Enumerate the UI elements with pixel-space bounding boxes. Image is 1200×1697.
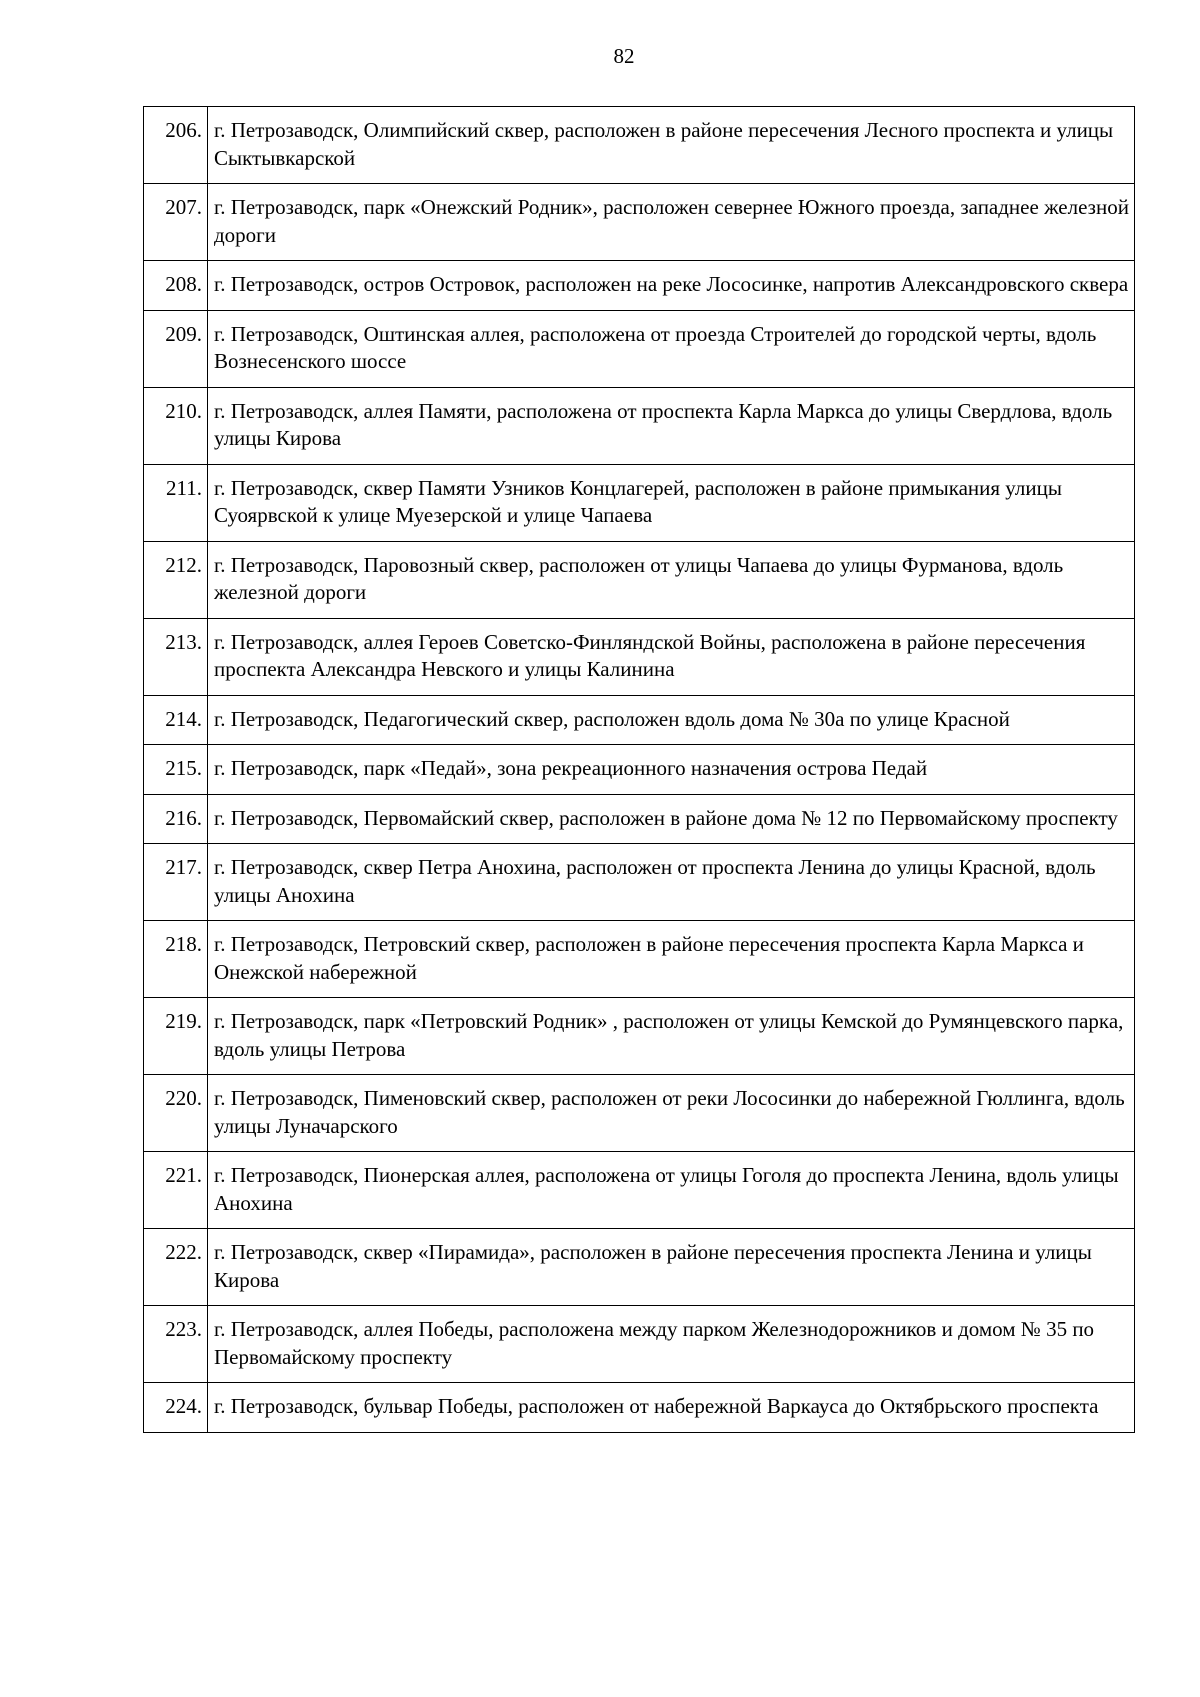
table-row	[144, 387, 1135, 464]
row-number: 222.	[144, 1229, 208, 1306]
table-row	[144, 844, 1135, 921]
table-row	[144, 107, 1135, 184]
table-row	[144, 1075, 1135, 1152]
table-row	[144, 1152, 1135, 1229]
row-number: 209.	[144, 310, 208, 387]
table-body	[144, 107, 1135, 1433]
table-row	[144, 1229, 1135, 1306]
row-number: 207.	[144, 184, 208, 261]
table-row	[144, 1383, 1135, 1433]
table-row	[144, 184, 1135, 261]
row-description: г. Петрозаводск, Педагогический сквер, расположен вдоль дома № 30а по улице Красной	[208, 695, 1135, 745]
row-number: 216.	[144, 794, 208, 844]
row-number: 220.	[144, 1075, 208, 1152]
table-row	[144, 310, 1135, 387]
row-description: г. Петрозаводск, Пименовский сквер, расположен от реки Лососинки до набережной Гюллинга, вдоль улицы Луначарского	[208, 1075, 1135, 1152]
row-description: г. Петрозаводск, Петровский сквер, расположен в районе пересечения проспекта Карла Маркса и Онежской набережной	[208, 921, 1135, 998]
row-number: 211.	[144, 464, 208, 541]
row-description: г. Петрозаводск, аллея Памяти, расположена от проспекта Карла Маркса до улицы Свердлова, вдоль улицы Кирова	[208, 387, 1135, 464]
row-description: г. Петрозаводск, Паровозный сквер, расположен от улицы Чапаева до улицы Фурманова, вдоль железной дороги	[208, 541, 1135, 618]
row-description: г. Петрозаводск, парк «Онежский Родник», расположен севернее Южного проезда, западнее железной дороги	[208, 184, 1135, 261]
row-description: г. Петрозаводск, сквер Памяти Узников Концлагерей, расположен в районе примыкания улицы Суоярвской к улице Муезерской и улице Чапаева	[208, 464, 1135, 541]
table-row	[144, 921, 1135, 998]
row-number: 206.	[144, 107, 208, 184]
row-number: 217.	[144, 844, 208, 921]
row-number: 213.	[144, 618, 208, 695]
objects-table	[143, 106, 1135, 1433]
row-number: 224.	[144, 1383, 208, 1433]
page-number: 82	[613, 44, 635, 68]
row-number: 221.	[144, 1152, 208, 1229]
table-row	[144, 618, 1135, 695]
row-number: 210.	[144, 387, 208, 464]
row-number: 223.	[144, 1306, 208, 1383]
table-row	[144, 745, 1135, 795]
row-description: г. Петрозаводск, Олимпийский сквер, расположен в районе пересечения Лесного проспекта и улицы Сыктывкарской	[208, 107, 1135, 184]
row-description: г. Петрозаводск, бульвар Победы, расположен от набережной Варкауса до Октябрьского проспекта	[208, 1383, 1135, 1433]
row-description: г. Петрозаводск, Первомайский сквер, расположен в районе дома № 12 по Первомайскому проспекту	[208, 794, 1135, 844]
row-description: г. Петрозаводск, парк «Педай», зона рекреационного назначения острова Педай	[208, 745, 1135, 795]
row-description: г. Петрозаводск, аллея Победы, расположена между парком Железнодорожников и домом № 35 по Первомайскому проспекту	[208, 1306, 1135, 1383]
table-row	[144, 261, 1135, 311]
table-row	[144, 541, 1135, 618]
row-number: 218.	[144, 921, 208, 998]
table-row	[144, 1306, 1135, 1383]
row-description: г. Петрозаводск, остров Островок, расположен на реке Лососинке, напротив Александровского сквера	[208, 261, 1135, 311]
row-description: г. Петрозаводск, аллея Героев Советско-Финляндской Войны, расположена в районе пересечения проспекта Александра Невского и улицы Калинина	[208, 618, 1135, 695]
table-row	[144, 998, 1135, 1075]
row-description: г. Петрозаводск, сквер Петра Анохина, расположен от проспекта Ленина до улицы Красной, вдоль улицы Анохина	[208, 844, 1135, 921]
row-description: г. Петрозаводск, сквер «Пирамида», расположен в районе пересечения проспекта Ленина и улицы Кирова	[208, 1229, 1135, 1306]
row-number: 219.	[144, 998, 208, 1075]
row-description: г. Петрозаводск, парк «Петровский Родник» , расположен от улицы Кемской до Румянцевского парка, вдоль улицы Петрова	[208, 998, 1135, 1075]
table-row	[144, 794, 1135, 844]
row-description: г. Петрозаводск, Пионерская аллея, расположена от улицы Гоголя до проспекта Ленина, вдоль улицы Анохина	[208, 1152, 1135, 1229]
row-number: 214.	[144, 695, 208, 745]
row-number: 215.	[144, 745, 208, 795]
table-row	[144, 464, 1135, 541]
row-number: 212.	[144, 541, 208, 618]
table-row	[144, 695, 1135, 745]
row-number: 208.	[144, 261, 208, 311]
row-description: г. Петрозаводск, Оштинская аллея, расположена от проезда Строителей до городской черты, вдоль Вознесенского шоссе	[208, 310, 1135, 387]
